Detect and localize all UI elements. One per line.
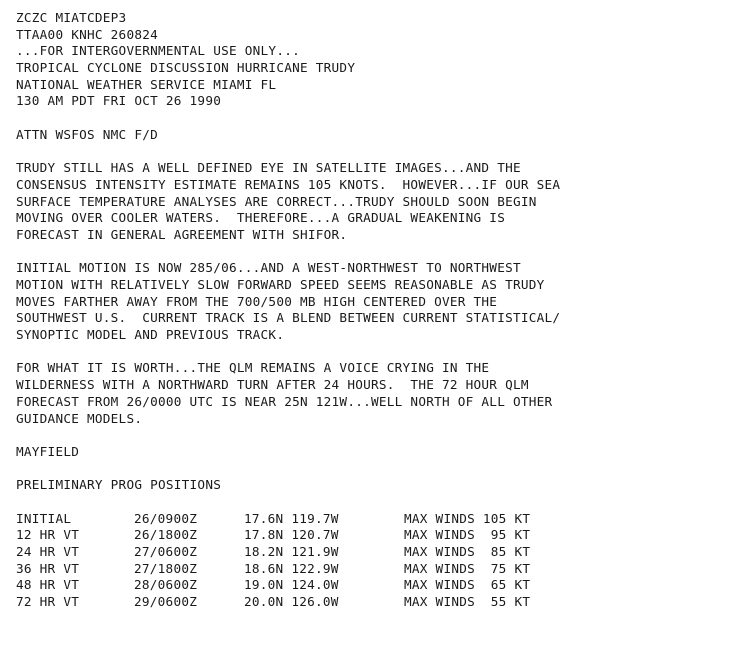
paragraph-line: TRUDY STILL HAS A WELL DEFINED EYE IN SATELLITE IMAGES...AND THE bbox=[16, 160, 521, 176]
prog-positions-table bbox=[16, 511, 728, 611]
forecast-period: 48 HR VT bbox=[16, 577, 80, 593]
attn-line: ATTN WSFOS NMC F/D bbox=[16, 126, 158, 142]
header-line: ZCZC MIATCDEP3 bbox=[16, 10, 127, 25]
forecast-period: 36 HR VT bbox=[16, 560, 80, 576]
discussion-document bbox=[16, 10, 728, 611]
header-line: NATIONAL WEATHER SERVICE MIAMI FL bbox=[16, 76, 277, 92]
valid-time: 29/0600Z bbox=[134, 594, 198, 610]
max-winds: MAX WINDS 75 KT bbox=[404, 560, 531, 576]
table-row bbox=[16, 577, 728, 594]
paragraph-line: WILDERNESS WITH A NORTHWARD TURN AFTER 24 HOURS. THE 72 HOUR QLM bbox=[16, 377, 529, 393]
spacer bbox=[16, 110, 728, 127]
max-winds: MAX WINDS 85 KT bbox=[404, 544, 531, 559]
prog-positions-title: PRELIMINARY PROG POSITIONS bbox=[16, 477, 222, 493]
forecast-period: 12 HR VT bbox=[16, 527, 80, 543]
paragraph-line: SYNOPTIC MODEL AND PREVIOUS TRACK. bbox=[16, 327, 285, 343]
header-line: ...FOR INTERGOVERNMENTAL USE ONLY... bbox=[16, 43, 300, 59]
paragraph-line: GUIDANCE MODELS. bbox=[16, 410, 143, 426]
paragraph-line: FOR WHAT IT IS WORTH...THE QLM REMAINS A VOICE CRYING IN THE bbox=[16, 360, 490, 376]
forecast-period: 24 HR VT bbox=[16, 544, 80, 559]
max-winds: MAX WINDS 65 KT bbox=[404, 577, 531, 593]
storm-position: 18.6N 122.9W bbox=[244, 560, 339, 576]
table-row bbox=[16, 544, 728, 561]
valid-time: 28/0600Z bbox=[134, 577, 198, 593]
header-line: TROPICAL CYCLONE DISCUSSION HURRICANE TRUDY bbox=[16, 60, 356, 76]
spacer bbox=[16, 461, 728, 478]
valid-time: 26/1800Z bbox=[134, 527, 198, 543]
bulletin-header bbox=[16, 10, 728, 110]
table-row bbox=[16, 511, 728, 528]
spacer bbox=[16, 244, 728, 261]
max-winds: MAX WINDS 55 KT bbox=[404, 594, 531, 610]
header-line: 130 AM PDT FRI OCT 26 1990 bbox=[16, 93, 222, 109]
paragraph-line: MOTION WITH RELATIVELY SLOW FORWARD SPEED SEEMS REASONABLE AS TRUDY bbox=[16, 277, 545, 292]
paragraph-motion bbox=[16, 260, 728, 343]
max-winds: MAX WINDS 105 KT bbox=[404, 510, 531, 526]
storm-position: 19.0N 124.0W bbox=[244, 577, 339, 593]
forecaster-signature: MAYFIELD bbox=[16, 443, 80, 459]
paragraph-line: MOVING OVER COOLER WATERS. THEREFORE...A GRADUAL WEAKENING IS bbox=[16, 210, 506, 226]
paragraph-line: MOVES FARTHER AWAY FROM THE 700/500 MB HIGH CENTERED OVER THE bbox=[16, 293, 498, 309]
paragraph-line: FORECAST FROM 26/0000 UTC IS NEAR 25N 121W...WELL NORTH OF ALL OTHER bbox=[16, 393, 553, 409]
spacer bbox=[16, 494, 728, 511]
table-row bbox=[16, 561, 728, 578]
table-row bbox=[16, 527, 728, 544]
spacer bbox=[16, 344, 728, 361]
table-row bbox=[16, 594, 728, 611]
paragraph-line: SOUTHWEST U.S. CURRENT TRACK IS A BLEND BETWEEN CURRENT STATISTICAL/ bbox=[16, 310, 561, 326]
max-winds: MAX WINDS 95 KT bbox=[404, 527, 531, 543]
paragraph-line: CONSENSUS INTENSITY ESTIMATE REMAINS 105 KNOTS. HOWEVER...IF OUR SEA bbox=[16, 176, 561, 192]
valid-time: 27/0600Z bbox=[134, 544, 198, 559]
paragraph-line: INITIAL MOTION IS NOW 285/06...AND A WEST-NORTHWEST TO NORTHWEST bbox=[16, 260, 521, 276]
storm-position: 17.6N 119.7W bbox=[244, 510, 339, 526]
valid-time: 26/0900Z bbox=[134, 510, 198, 526]
forecast-period: INITIAL bbox=[16, 510, 72, 526]
storm-position: 17.8N 120.7W bbox=[244, 527, 339, 543]
spacer bbox=[16, 427, 728, 444]
paragraph-intensity bbox=[16, 160, 728, 243]
paragraph-qlm bbox=[16, 360, 728, 427]
spacer bbox=[16, 144, 728, 161]
storm-position: 18.2N 121.9W bbox=[244, 544, 339, 559]
header-line: TTAA00 KNHC 260824 bbox=[16, 26, 158, 42]
valid-time: 27/1800Z bbox=[134, 560, 198, 576]
paragraph-line: FORECAST IN GENERAL AGREEMENT WITH SHIFOR. bbox=[16, 226, 348, 242]
forecast-period: 72 HR VT bbox=[16, 594, 80, 610]
storm-position: 20.0N 126.0W bbox=[244, 594, 339, 610]
paragraph-line: SURFACE TEMPERATURE ANALYSES ARE CORRECT...TRUDY SHOULD SOON BEGIN bbox=[16, 193, 537, 209]
